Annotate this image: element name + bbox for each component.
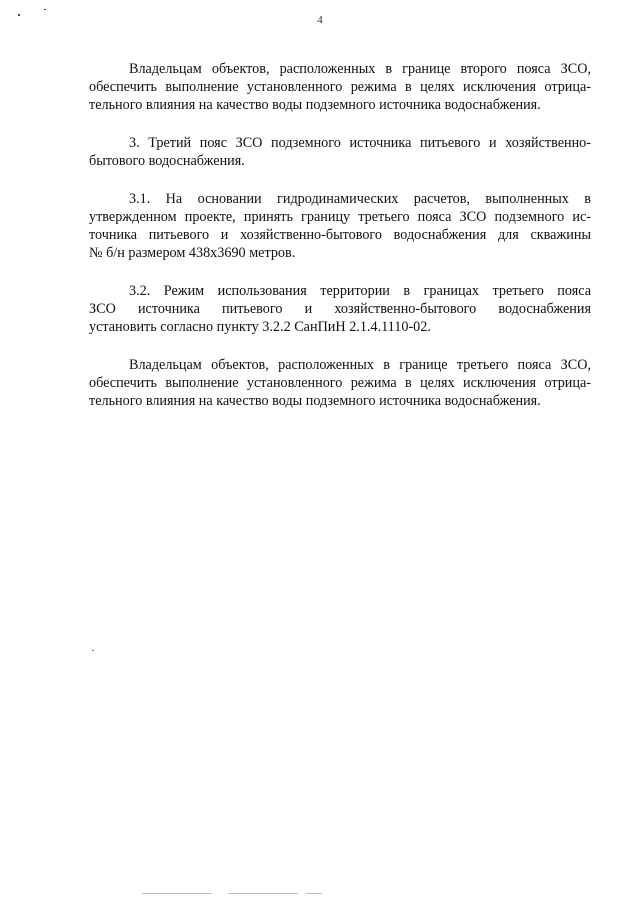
- scan-artifact-line: [142, 893, 212, 894]
- text-line: установить согласно пункту 3.2.2 СанПиН 2.1.4.1110-02.: [89, 319, 431, 335]
- paragraph-section-3-2: [89, 282, 591, 336]
- scan-artifact-line: [306, 893, 322, 894]
- document-body: [89, 60, 591, 429]
- scan-speck: [92, 650, 94, 651]
- text-line: тельного влияния на качество воды подземного источника водоснабжения.: [89, 97, 541, 113]
- paragraph-owners-zone-2: [89, 60, 591, 114]
- page-number: 4: [317, 14, 323, 26]
- text-line: утвержденном проекте, принять границу третьего пояса ЗСО подземного ис-: [89, 209, 591, 225]
- text-line: 3. Третий пояс ЗСО подземного источника питьевого и хозяйственно-: [129, 135, 591, 151]
- scan-speck: [44, 9, 46, 10]
- paragraph-section-3-heading: [89, 134, 591, 170]
- text-line: Владельцам объектов, расположенных в границе второго пояса ЗСО,: [129, 61, 591, 77]
- text-line: 3.1. На основании гидродинамических расчетов, выполненных в: [129, 191, 591, 207]
- text-line: обеспечить выполнение установленного режима в целях исключения отрица-: [89, 79, 591, 95]
- paragraph-section-3-1: [89, 190, 591, 262]
- text-line: 3.2. Режим использования территории в границах третьего пояса: [129, 283, 591, 299]
- text-line: ЗСО источника питьевого и хозяйственно-бытового водоснабжения: [89, 301, 591, 317]
- text-line: бытового водоснабжения.: [89, 153, 245, 169]
- text-line: Владельцам объектов, расположенных в границе третьего пояса ЗСО,: [129, 357, 591, 373]
- paragraph-owners-zone-3: [89, 356, 591, 410]
- text-line: точника питьевого и хозяйственно-бытового водоснабжения для скважины: [89, 227, 591, 243]
- scan-artifact-line: [228, 893, 298, 894]
- text-line: № б/н размером 438х3690 метров.: [89, 245, 296, 261]
- text-line: обеспечить выполнение установленного режима в целях исключения отрица-: [89, 375, 591, 391]
- text-line: тельного влияния на качество воды подземного источника водоснабжения.: [89, 393, 541, 409]
